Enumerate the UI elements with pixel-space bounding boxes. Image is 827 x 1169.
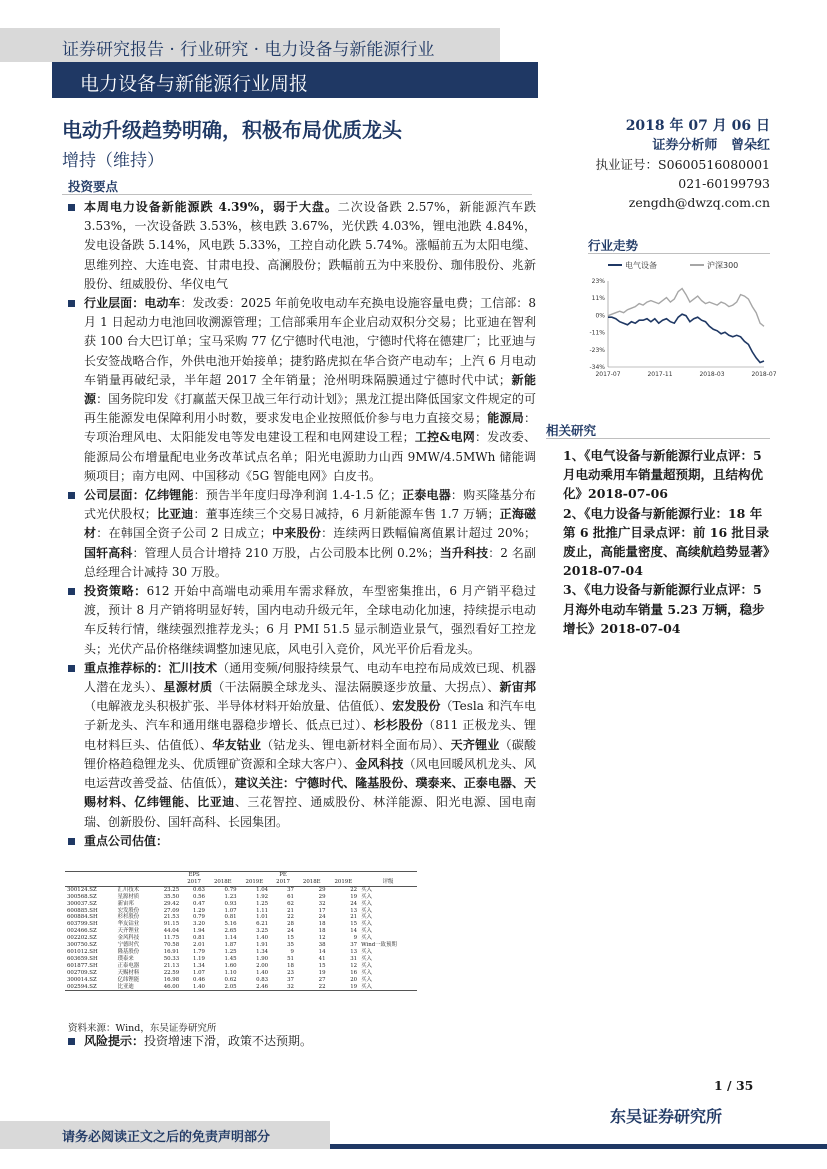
valuation-table: [65, 871, 417, 991]
table-cell: 1.87: [224, 942, 237, 949]
table-cell: 2.05: [207, 984, 239, 991]
table-cell: 16.91: [163, 948, 180, 955]
bullet-segment: 建议关注：宁德时代、隆基股份、璞泰来、正泰电器、天赐材料、亿纬锂能、比亚迪: [84, 776, 536, 810]
table-cell: 16: [350, 969, 358, 976]
column-group-header: EPS: [181, 872, 207, 879]
table-cell: 11.75: [163, 935, 180, 942]
table-cell: 0.81: [192, 935, 205, 942]
table-cell: 买入: [361, 900, 372, 907]
x-tick-label: 2017-07: [595, 371, 621, 378]
divider: [62, 194, 532, 195]
bullet-b3: [62, 486, 536, 582]
table-cell: 1.07: [224, 907, 237, 914]
column-header: 2018E: [296, 879, 328, 886]
bullet-segment: （风电回暖风机龙头、风电运营改善受益、估值低），: [84, 756, 536, 791]
table-cell: 1.01: [256, 914, 269, 921]
table-cell: 0.81: [224, 914, 237, 921]
analyst-label: 证券分析师: [652, 138, 718, 153]
bullet-segment: 新宙邦: [499, 680, 536, 695]
bullet-segment: 公司层面：: [84, 488, 145, 503]
related-date: 2018-07-06: [588, 486, 668, 502]
bullet-segment: 杉杉股份: [373, 718, 424, 733]
table-cell: 37: [287, 976, 294, 983]
bullet-square: [68, 492, 75, 499]
table-cell: 1.40: [256, 969, 269, 976]
table-cell: 38: [318, 942, 326, 949]
table-cell: 23.25: [163, 886, 180, 893]
table-cell: 0.93: [224, 900, 237, 907]
table-cell: 601877.SH: [67, 962, 98, 969]
table-cell: 22: [287, 914, 294, 921]
risk-text: 投资增速下滑，政策不达预期。: [144, 1034, 313, 1048]
table-cell: 603659.SH: [67, 955, 98, 962]
cert-number: 执业证号：S0600516080001: [595, 157, 770, 172]
table-cell: 1.40: [181, 984, 207, 991]
table-cell: 61: [287, 893, 294, 900]
table-cell: 买入: [361, 914, 372, 921]
table-cell: 2.00: [256, 962, 269, 969]
table-cell: 1.60: [224, 962, 237, 969]
table-cell: 50.33: [163, 955, 180, 962]
bullet-square: [68, 300, 75, 307]
table-cell: 22.59: [163, 969, 180, 976]
y-tick-label: -23%: [589, 346, 605, 354]
report-date: 2018 年 07 月 06 日: [625, 118, 770, 134]
table-cell: 隆基股份: [117, 948, 140, 955]
bullet-segment: 宏发股份: [392, 699, 441, 714]
table-cell: 27: [318, 976, 326, 983]
table-cell: 600884.SH: [67, 914, 98, 921]
table-cell: 44.04: [163, 928, 180, 935]
bullet-segment: 亿纬锂能: [144, 488, 194, 503]
bullet-segment: （干法隔膜全球龙头、湿法隔膜逐步放量、大拐点）、: [212, 680, 500, 695]
table-cell: 16.98: [163, 976, 180, 983]
table-cell: 1.23: [224, 893, 237, 900]
x-tick-label: 2018-07: [751, 371, 777, 378]
table-cell: 28: [287, 921, 294, 928]
table-cell: 1.07: [192, 969, 205, 976]
table-cell: 2.01: [192, 942, 205, 949]
bullet-segment: 当升科技: [439, 545, 489, 560]
bullet-segment: 天齐锂业: [450, 737, 500, 752]
table-cell: 金风科技: [117, 935, 140, 942]
bullet-segment: （钴龙头、锂电新材料全面布局）、: [261, 737, 451, 752]
divider: [546, 438, 770, 439]
table-cell: 21: [287, 907, 294, 914]
table-row: [65, 886, 417, 893]
table-cell: 27.09: [163, 907, 180, 914]
table-cell: 300037.SZ: [67, 900, 97, 907]
column-group-header: [239, 872, 271, 879]
table-cell: 1.14: [224, 935, 237, 942]
table-cell: 买入: [361, 962, 372, 969]
bullet-segment: 二次设备跌 2.57%，新能源汽车跌 3.53%，一次设备跌 3.53%，核电跌 3.67%，光伏跌 4.03%，锂电池跌 4.84%，发电设备跌 5.14%，风电跌 5.33%，工控自动化跌 5.74%。涨幅前五为太阳电缆、思维列控、大连电瓷、甘肃电投、高澜股份；跌幅前五为中来股份、珈伟股份、兆新股份、纽威股份、华仪电气: [84, 200, 536, 291]
bullet-segment: （电解液龙头积极扩张、半导体材料开始放量、估值低）、: [84, 699, 393, 714]
table-cell: 买入: [361, 948, 372, 955]
table-cell: 19: [350, 893, 358, 900]
table-cell: Wind一致预期: [361, 942, 397, 949]
table-cell: 璞泰来: [117, 955, 134, 962]
table-cell: 35: [287, 942, 294, 949]
table-cell: 91.15: [163, 921, 180, 928]
table-row: [65, 970, 417, 977]
page-number: 1 / 35: [714, 1078, 754, 1093]
analyst-info: [590, 117, 770, 212]
table-cell: 14: [318, 948, 326, 955]
table-cell: 3.25: [256, 928, 269, 935]
table-cell: 1.04: [256, 886, 269, 893]
industry-trend-chart: [588, 256, 777, 384]
section-industry-trend: 行业走势: [588, 238, 639, 253]
related-research-list: [563, 446, 776, 638]
section-related-research: 相关研究: [546, 423, 597, 438]
column-header: 2017: [181, 879, 207, 886]
related-title: 3、《电力设备与新能源行业点评：5 月海外电动车销量 5.23 万辆，稳步增长》: [563, 582, 765, 636]
bullet-b4: [62, 582, 536, 659]
table-cell: 买入: [361, 935, 372, 942]
table-cell: 13: [350, 948, 358, 955]
report-type-title: 电力设备与新能源行业周报: [80, 73, 309, 95]
bullet-segment: ：管理人员合计增持 210 万股，占公司股本比例 0.2%；: [132, 545, 440, 560]
bullet-segment: 比亚迪: [156, 507, 194, 522]
bullet-square: [68, 204, 75, 211]
table-cell: 32: [270, 984, 296, 991]
bullet-segment: ：董事连续三个交易日减持，6 月新能源车售 1.7 万辆；: [193, 507, 500, 522]
key-valuation-label: 重点公司估值：: [84, 833, 169, 848]
table-cell: 22: [350, 886, 358, 893]
investment-bullets: [62, 198, 536, 851]
table-cell: 1.25: [224, 948, 237, 955]
table-cell: 19: [318, 969, 326, 976]
column-header: [153, 879, 181, 886]
table-cell: 新宙邦: [117, 900, 134, 907]
table-cell: 0.62: [224, 976, 237, 983]
table-cell: 买入: [361, 907, 372, 914]
table-row: [65, 977, 417, 984]
related-title: 2、《电力设备与新能源行业：18 年第 6 批推广目录点评：前 16 批目录废止，高能量密度、高续航趋势显著》: [563, 505, 776, 560]
table-cell: 15: [318, 962, 326, 969]
table-cell: 2.65: [224, 928, 237, 935]
legend-label: 沪深300: [707, 261, 739, 270]
table-source: 资料来源：Wind，东吴证券研究所: [68, 1023, 217, 1034]
table-cell: 12: [318, 935, 326, 942]
table-cell: 22: [296, 984, 328, 991]
table-cell: 9: [353, 935, 358, 942]
table-cell: 46.00: [153, 984, 181, 991]
table-cell: 18: [318, 921, 326, 928]
table-cell: 0.83: [256, 976, 269, 983]
risk-bullet: [62, 1032, 536, 1051]
table-cell: 29.42: [163, 900, 180, 907]
bullet-segment: 正海磁材: [84, 507, 536, 541]
bullet-segment: 本周电力设备新能源跌 4.39%，弱于大盘。: [84, 200, 338, 214]
column-header: [116, 879, 153, 886]
table-cell: 24: [318, 914, 326, 921]
table-cell: 21: [350, 914, 358, 921]
bullet-segment: ：2 名副总经理合计减持 30 万股。: [84, 545, 536, 579]
table-row: [65, 956, 417, 963]
table-cell: 0.79: [224, 886, 237, 893]
table-cell: 买入: [361, 893, 372, 900]
bullet-segment: ：国务院印发《打赢蓝天保卫战三年行动计划》；黑龙江提出降低国家文件规定的可再生能源发电保障利用小时数，要求发电企业按照低价参与电力直接交易；: [84, 392, 536, 426]
footer-accent: [330, 1144, 827, 1149]
column-header: 2019E: [328, 879, 360, 886]
related-title: 1、《电气设备与新能源行业点评：5 月电动乘用车销量超预期，且结构优化》: [563, 448, 764, 502]
table-row: [65, 949, 417, 956]
column-header: 评级: [359, 879, 417, 886]
table-cell: 300568.SZ: [67, 893, 97, 900]
table-cell: 14: [350, 928, 358, 935]
bullet-square: [68, 588, 75, 595]
table-cell: 买入: [361, 921, 372, 928]
table-cell: 1.25: [256, 900, 269, 907]
bullet-segment: ：专项治理风电、太阳能发电等发电建设工程和电网建设工程；: [84, 411, 536, 445]
table-cell: 0.46: [192, 976, 205, 983]
section-investment-points: 投资要点: [68, 179, 119, 194]
bullet-segment: 华友钴业: [212, 737, 262, 752]
bullet-segment: 重点推荐标的：汇川技术: [84, 660, 218, 675]
table-cell: 1.29: [192, 907, 205, 914]
table-cell: 0.47: [192, 900, 205, 907]
table-cell: 买入: [359, 984, 417, 991]
list-item: [62, 1032, 536, 1051]
column-group-header: [328, 872, 360, 879]
related-report[interactable]: [563, 580, 771, 638]
bullet-b1: [62, 198, 536, 294]
y-tick-label: -11%: [589, 329, 605, 337]
bullet-segment: ：在韩国全资子公司 2 日成立；: [96, 526, 272, 541]
firm-name: 东吴证券研究所: [610, 1107, 723, 1126]
column-group-header: PE: [270, 872, 296, 879]
bullet-b2: [62, 294, 536, 486]
series-line: [608, 289, 764, 327]
table-cell: 正泰电器: [117, 962, 140, 969]
table-cell: 3.20: [192, 921, 205, 928]
bullet-segment: 中来股份: [271, 526, 322, 541]
bullet-segment: ：购买隆基分布式光伏股权；: [84, 488, 536, 522]
related-report[interactable]: [563, 446, 771, 504]
bullet-segment: 投资策略：: [84, 584, 147, 599]
column-header: 2017: [270, 879, 296, 886]
header-category: 证券研究报告 · 行业研究 · 电力设备与新能源行业: [62, 40, 435, 60]
table-cell: 20: [350, 976, 358, 983]
table-cell: 002466.SZ: [67, 928, 97, 935]
related-date: 2018-07-04: [563, 563, 643, 579]
table-row: [65, 894, 417, 901]
table-cell: 12: [350, 962, 358, 969]
table-cell: 1.79: [192, 948, 205, 955]
table-cell: 300014.SZ: [67, 976, 97, 983]
related-report[interactable]: [563, 504, 776, 581]
table-cell: 51: [287, 955, 294, 962]
table-cell: 2.46: [239, 984, 271, 991]
bullet-segment: ：发改委、能源局公布增量配电业务改革试点名单；阳光电源助力山西 9MW/4.5MWh 储能调频项目；南方电网、中国移动《5G 智能电网》白皮书。: [84, 430, 536, 483]
table-cell: 0.56: [192, 893, 205, 900]
table-cell: 23: [287, 969, 294, 976]
table-cell: 1.34: [192, 962, 205, 969]
table-cell: 600885.SH: [67, 907, 98, 914]
table-cell: 亿纬锂能: [117, 976, 140, 983]
bullet-square: [68, 665, 75, 672]
y-tick-label: 23%: [591, 278, 605, 285]
table-cell: 1.11: [256, 907, 269, 914]
bullet-segment: 、三花智控、通威股份、林洋能源、阳光电源、国电南瑞、创新股份、国轩高科、长园集团。: [84, 795, 536, 829]
table-cell: 汇川技术: [117, 886, 140, 893]
table-header-top: [65, 872, 417, 879]
table-row: [65, 901, 417, 908]
y-tick-label: -34%: [589, 364, 605, 371]
table-cell: 天齐锂业: [117, 928, 140, 935]
table-cell: 18: [318, 928, 326, 935]
table-row: [65, 963, 417, 970]
bullet-segment: （Tesla 和汽车电子新龙头、汽车和通用继电器稳步增长、低点已过）、: [84, 699, 536, 733]
table-cell: 37: [287, 886, 294, 893]
table-cell: 002202.SZ: [67, 935, 97, 942]
column-group-header: [116, 872, 153, 879]
report-title: 电动升级趋势明确，积极布局优质龙头: [62, 118, 402, 142]
table-cell: 1.10: [224, 969, 237, 976]
bullet-segment: ：预告半年度归母净利润 1.4-1.5 亿；: [193, 488, 402, 503]
table-cell: 601012.SH: [67, 948, 98, 955]
table-row: [65, 942, 417, 949]
table-cell: 1.91: [256, 942, 269, 949]
table-cell: 1.92: [256, 893, 269, 900]
table-cell: 5.16: [224, 921, 237, 928]
table-cell: 19: [328, 984, 360, 991]
table-cell: 15: [350, 921, 358, 928]
table-cell: 宏发股份: [117, 907, 140, 914]
table-cell: 15: [287, 935, 294, 942]
column-header: [65, 879, 116, 886]
bullet-segment: （通用变频/伺服持续景气、电动车电控布局成效已现、机器人潜在龙头）、: [84, 660, 536, 695]
table-cell: 买入: [361, 976, 372, 983]
bullet-key-valuation: [62, 832, 536, 851]
bullet-b5: [62, 659, 536, 832]
table-cell: 6.21: [256, 921, 269, 928]
series-line: [608, 314, 764, 362]
table-cell: 31: [350, 955, 358, 962]
table-row: [65, 984, 417, 991]
column-group-header: [359, 872, 417, 879]
table-cell: 41: [318, 955, 326, 962]
x-tick-label: 2017-11: [647, 371, 673, 378]
table-cell: 9: [290, 948, 294, 955]
table-cell: 华友钴业: [117, 921, 140, 928]
column-group-header: [296, 872, 328, 879]
bullet-segment: （811 正极龙头、锂电材料巨头、估值低）、: [84, 718, 536, 752]
table-cell: 13: [350, 907, 358, 914]
bullet-segment: 能源局: [487, 411, 524, 426]
bullet-segment: 工控&电网: [414, 430, 475, 445]
table-cell: 天赐材料: [117, 969, 140, 976]
bullet-segment: 国轩高科: [84, 545, 133, 560]
bullet-segment: 星源材质: [163, 680, 213, 695]
divider: [588, 253, 770, 254]
table-cell: 24: [350, 900, 358, 907]
bullet-segment: 正泰电器: [401, 488, 451, 503]
table-cell: 300750.SZ: [67, 942, 97, 949]
table-cell: 1.94: [192, 928, 205, 935]
table-cell: 32: [318, 900, 326, 907]
table-cell: 29: [318, 886, 326, 893]
table-cell: 1.45: [224, 955, 237, 962]
column-group-header: [207, 872, 239, 879]
legend-label: 电气设备: [625, 261, 657, 270]
x-tick-label: 2018-03: [699, 371, 725, 378]
table-cell: 18: [287, 962, 294, 969]
table-header: [65, 879, 417, 886]
y-tick-label: 0%: [595, 312, 605, 320]
related-date: 2018-07-04: [600, 620, 681, 636]
table-cell: 29: [318, 893, 326, 900]
table-cell: 21.13: [163, 962, 180, 969]
table-cell: 比亚迪: [116, 984, 153, 991]
table-cell: 买入: [361, 955, 372, 962]
bullet-segment: 新能源: [84, 372, 536, 407]
table-cell: 1.90: [256, 955, 269, 962]
column-group-header: [153, 872, 181, 879]
phone: 021-60199793: [678, 176, 770, 191]
table-cell: 星源材质: [117, 893, 140, 900]
table-cell: 0.63: [192, 886, 205, 893]
rating: 增持（维持）: [62, 151, 164, 171]
table-cell: 17: [318, 907, 326, 914]
table-cell: 买入: [361, 969, 372, 976]
table-cell: 买入: [361, 928, 372, 935]
bullet-segment: ：连续两日跌幅偏离值累计超过 20%；: [321, 526, 536, 541]
disclaimer-note: 请务必阅读正文之后的免责声明部分: [62, 1130, 271, 1145]
table-cell: 0.79: [192, 914, 205, 921]
table-cell: 24: [287, 928, 294, 935]
table-cell: 1.34: [256, 948, 269, 955]
bullet-segment: 612 开始中高端电动乘用车需求释放，车型密集推出，6 月产销平稳过渡，预计 8 月产销将明显好转，国内电动升级元年，全球电动化加速，持续提示电动车反转行情，继续强烈推荐龙头；6 月 PMI 51.5 显示制造业景气，强烈看好工控龙头；光伏产品价格继续调整加速见底，风电引入竞价，风光平价后看龙头。: [84, 584, 536, 656]
table-cell: 1.19: [192, 955, 205, 962]
table-cell: 宁德时代: [117, 942, 140, 949]
analyst-name: 曾朵红: [730, 138, 770, 153]
table-cell: 62: [287, 900, 294, 907]
table-cell: 1.40: [256, 935, 269, 942]
analyst: [590, 136, 770, 155]
column-header: 2019E: [239, 879, 271, 886]
bullet-segment: （碳酸锂价格趋稳锂龙头、优质锂矿资源和全球大客户）、: [84, 737, 536, 771]
table-cell: 300124.SZ: [67, 886, 97, 893]
table-cell: 002709.SZ: [67, 969, 97, 976]
table-cell: 37: [350, 942, 358, 949]
bullet-segment: ：发改委：2025 年前免收电动车充换电设施容量电费；工信部：8 月 1 日起动力电池回收溯源管理；工信部乘用车企业启动双积分交易；比亚迪在智利获 100 台大巴订单；宝马采购 77 亿宁德时代电池，宁德时代将在德建厂；比亚迪与长安签战略合作，外供电池开始接单；捷豹路虎拟在华合资产电动车；上汽 6 月电动车销量再破纪录，半年超 2017 全年销量；沧州明珠隔膜通过宁德时代中试；: [84, 296, 536, 387]
bullet-square: [68, 1038, 75, 1045]
bullet-segment: 电动车: [144, 296, 181, 311]
table-cell: 603799.SH: [67, 921, 98, 928]
column-header: 2018E: [207, 879, 239, 886]
table-cell: 杉杉股份: [117, 914, 140, 921]
email[interactable]: zengdh@dwzq.com.cn: [628, 195, 770, 210]
bullet-square: [68, 838, 75, 845]
table-cell: 买入: [361, 886, 372, 893]
table-cell: 70.58: [163, 942, 180, 949]
risk-label: 风险提示：: [84, 1034, 145, 1048]
table-cell: 002594.SZ: [65, 984, 116, 991]
y-tick-label: 11%: [591, 295, 605, 303]
table-cell: 21.53: [163, 914, 180, 921]
column-group-header: [65, 872, 116, 879]
table-cell: 35.50: [163, 893, 180, 900]
bullet-segment: 金风科技: [355, 756, 404, 771]
bullet-segment: 行业层面：: [84, 296, 145, 311]
